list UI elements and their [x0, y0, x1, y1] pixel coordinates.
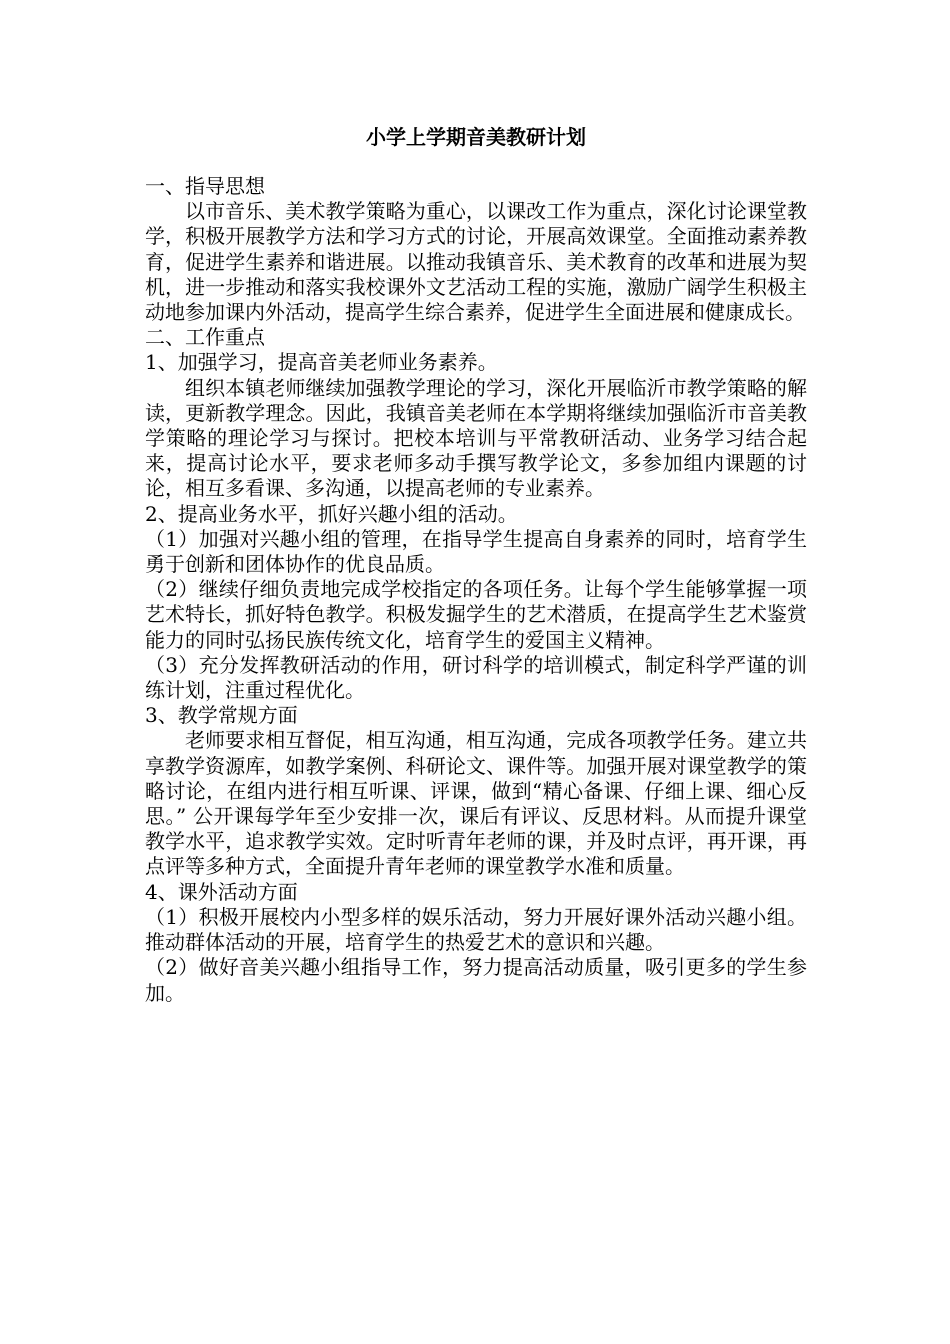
subheading-extracurricular: 4、课外活动方面 — [145, 879, 298, 904]
paragraph-strengthen-learning: 组织本镇老师继续加强教学理论的学习，深化开展临沂市教学策略的解读，更新教学理念。因此，我镇音美老师在本学期将继续加强临沂市音美教学策略的理论学习与探讨。把校本培训与平常教研活动、业务学习结合起来，提高讨论水平，要求老师多动手撰写教学论文，多参加组内课题的讨论，相互多看课、多沟通，以提高老师的专业素养。 — [145, 375, 807, 501]
paragraph-teaching-routine: 老师要求相互督促，相互沟通，相互沟通，完成各项教学任务。建立共享教学资源库，如教学案例、科研论文、课件等。加强开展对课堂教学的策略讨论，在组内进行相互听课、评课，做到“精心备课、仔细上课、细心反思。” 公开课每学年至少安排一次，课后有评议、反思材料。从而提升课堂教学水平，追求教学实效。定时听青年老师的课，并及时点评，再开课，再点评等多种方式，全面提升青年老师的课堂教学水准和质量。 — [145, 728, 807, 879]
document-page — [145, 0, 807, 1344]
list-item-interest-groups-3: （3）充分发挥教研活动的作用，研讨科学的培训模式，制定科学严谨的训练计划，注重过程优化。 — [145, 652, 807, 703]
list-item-interest-groups-2: （2）继续仔细负责地完成学校指定的各项任务。让每个学生能够掌握一项艺术特长，抓好特色教学。积极发掘学生的艺术潜质，在提高学生艺术鉴赏能力的同时弘扬民族传统文化，培育学生的爱国主义精神。 — [145, 577, 807, 652]
subheading-teaching-routine: 3、教学常规方面 — [145, 703, 298, 728]
paragraph-guiding-ideology: 以市音乐、美术教学策略为重心，以课改工作为重点，深化讨论课堂教学，积极开展教学方法和学习方式的讨论，开展高效课堂。全面推动素养教育，促进学生素养和谐进展。以推动我镇音乐、美术教育的改革和进展为契机，进一步推动和落实我校课外文艺活动工程的实施，激励广阔学生积极主动地参加课内外活动，提高学生综合素养，促进学生全面进展和健康成长。 — [145, 199, 807, 325]
list-item-interest-groups-1: （1）加强对兴趣小组的管理，在指导学生提高自身素养的同时，培育学生勇于创新和团体协作的优良品质。 — [145, 526, 807, 577]
section-heading-work-focus: 二、工作重点 — [145, 325, 265, 350]
section-heading-guiding-ideology: 一、指导思想 — [145, 174, 265, 198]
subheading-strengthen-learning: 1、加强学习，提高音美老师业务素养。 — [145, 350, 498, 375]
document-title: 小学上学期音美教研计划 — [366, 125, 586, 149]
list-item-extracurricular-1: （1）积极开展校内小型多样的娱乐活动，努力开展好课外活动兴趣小组。推动群体活动的开展，培育学生的热爱艺术的意识和兴趣。 — [145, 904, 807, 955]
subheading-interest-groups: 2、提高业务水平，抓好兴趣小组的活动。 — [145, 501, 518, 526]
list-item-extracurricular-2: （2）做好音美兴趣小组指导工作，努力提高活动质量，吸引更多的学生参加。 — [145, 955, 807, 1005]
document-body — [145, 174, 807, 1006]
